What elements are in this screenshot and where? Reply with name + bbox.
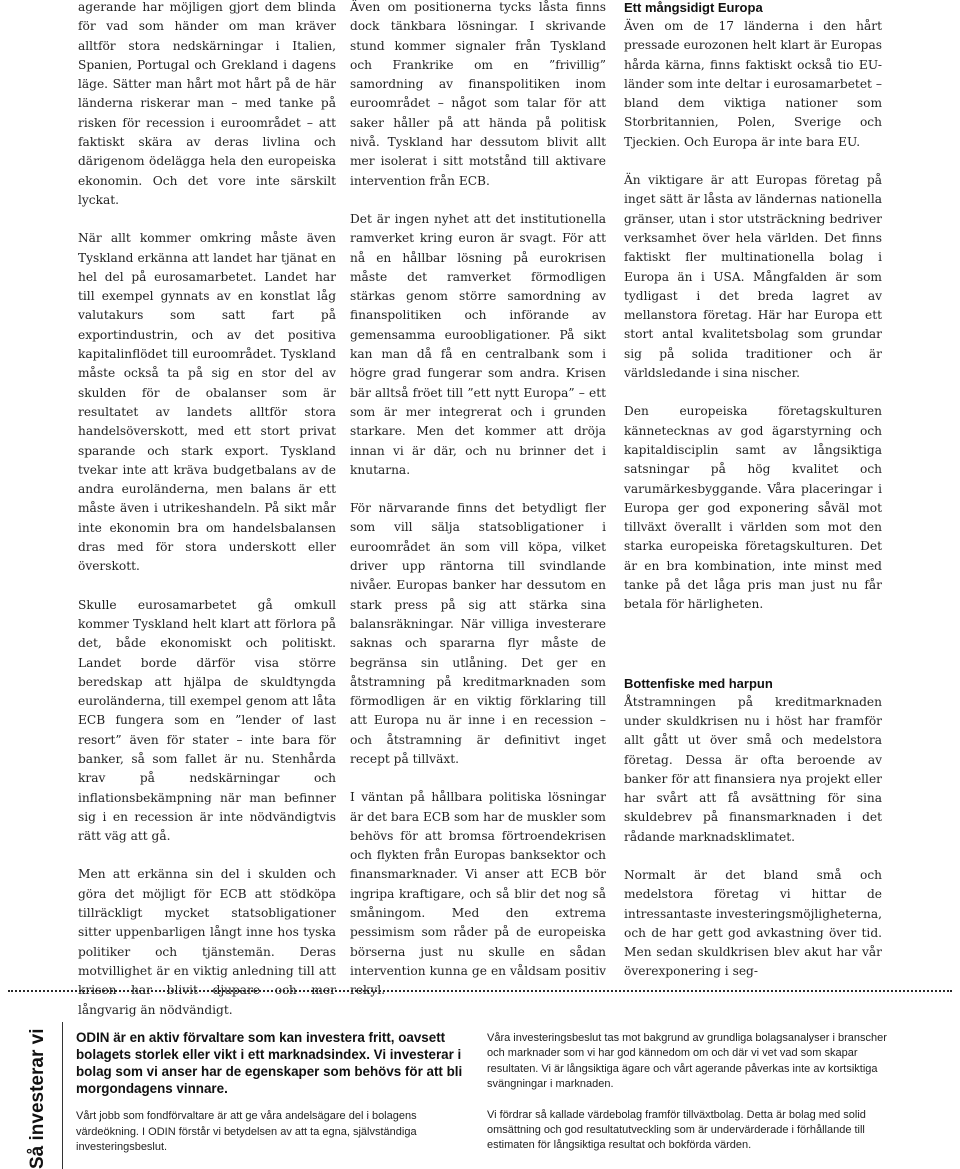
paragraph: Åtstramningen på kreditmarknaden under skuldkrisen nu i höst har framför allt gått ut över små och medelstora företag. Dessa är ofta beroende av banker för att finansiera nya projekt eller har svårt att få avsättning för sina skuldebrev på finansmarknaden i det rådande marknadsklimatet.: [624, 694, 882, 844]
paragraph: Normalt är det bland små och medelstora företag vi hittar de intressantaste investeringsmöjligheterna, och de har gett god avkastning över tid. Men sedan skuldkrisen blev akut har vår överexponering i seg-: [624, 867, 882, 979]
footer-lead: ODIN är en aktiv förvaltare som kan investera fritt, oavsett bolagets storlek eller vikt i ett marknadsindex. Vi investerar i bolag som vi anser har de egenskaper som behövs för att bli morgondagens vinnare.: [76, 1030, 463, 1096]
footer-intro: [76, 1029, 468, 1156]
vertical-section-label: Så investerar vi: [27, 1028, 48, 1169]
section-spacer: [624, 634, 882, 674]
paragraph: Även om de 17 länderna i den hårt pressade eurozonen helt klart är Europas hårda kärna, finns faktiskt också tio EU-länder som inte deltar i eurosamarbetet – bland dem viktiga nationer som Storbritannien, Polen, Sverige och Tjeckien. Och Europa är inte bara EU.: [624, 19, 882, 149]
paragraph: I väntan på hållbara politiska lösningar är det bara ECB som har de muskler som behövs för att bromsa förtroendekrisen och flykten från Europas banksektor och finansmarknader. Vi anser att ECB bör ingripa kraftigare, och så blir det nog så småningom. Med den extrema pessimism som råder på de europeiska börserna just nu skulle en sådan intervention kunna ge en våldsam positiv rekyl.: [350, 790, 606, 998]
paragraph: Skulle eurosamarbetet gå omkull kommer Tyskland helt klart att förlora på det, både ekonomiskt och politiskt. Landet borde därför visa större beredskap att hjälpa de skuldtyngda euroländerna, till exempel genom att låta ECB fungera som en ”lender of last resort” även för stater – inte bara för banker, så som fallet är nu. Stenhårda krav på nedskärningar och inflationsbekämpning när man befinner sig i en recession är inte nödvändigtvis rätt väg att gå.: [78, 597, 336, 844]
section-heading: Bottenfiske med harpun: [624, 675, 773, 691]
paragraph: Men att erkänna sin del i skulden och göra det möjligt för ECB att stödköpa tillräckligt mycket statsobligationer sitter uppenbarligen långt inne hos tyska politiker och tjänstemän. Deras motvillighet är en viktig anledning till att krisen har blivit djupare och mer långvarig än nödvändigt.: [78, 867, 336, 1017]
footer-sub: Vårt jobb som fondförvaltare är att ge våra andelsägare del i bolagens värdeökning. I ODIN förstår vi betydelsen av att ta egna, självständiga investeringsbeslut.: [76, 1110, 417, 1153]
vertical-rule: [62, 1022, 63, 1169]
paragraph: Den europeiska företagskulturen kännetecknas av god ägarstyrning och kapitaldisciplin samt av långsiktiga satsningar på hög kvalitet och varumärkesbyggande. Våra placeringar i Europa ger god exponering såväl mot tillväxt överallt i världen som mot den starka europeiska företagskulturen. Det är en bra kombination, inte minst med tanke på det låga pris man just nu får betala för härligheten.: [624, 404, 882, 612]
dotted-divider: [8, 990, 952, 992]
footer-paragraph: Våra investeringsbeslut tas mot bakgrund av grundliga bolagsanalyser i branscher och marknader som vi har god kännedom om och där vi vet vad som skapar resultaten. Vi är långsiktiga ägare och vårt agerande påverkas inte av kortsiktiga svängningar i marknaden.: [487, 1032, 887, 1091]
footer-paragraph: Vi fördrar så kallade värdebolag framför tillväxtbolag. Detta är bolag med solid omsättning och god resultatutveckling som är undervärderade i förhållande till estimaten för långsiktiga resultat och bokförda värden.: [487, 1108, 866, 1152]
vertical-label-box: [26, 1020, 50, 1169]
paragraph: När allt kommer omkring måste även Tyskland erkänna att landet har tjänat en hel del på eurosamarbetet. Landet har till exempel gynnats av en konstlat låg valutakurs som satt fart på exportindustrin, och av det positiva kapitalinflödet till euroområdet. Tyskland måste också ta på sig en stor del av skulden för de obalanser som är resultatet av landets alltför stora handelsöverskott, med ett stort privat sparande och stark export. Tyskland tvekar inte att kräva budgetbalans av de andra euroländerna, men balans är ett måste även i utrikeshandeln. På sikt mår inte ekonomin bra om handelsbalansen dras med för stora underskott eller överskott.: [78, 231, 336, 574]
paragraph: För närvarande finns det betydligt fler som vill sälja statsobligationer i euroområdet än som vill köpa, vilket driver upp räntorna till svindlande nivåer. Europas banker har dessutom en stark press på sig att stärka sina balansräkningar. När villiga investerare saknas och spararna flyr måste de begränsa sin utlåning. Det ger en åtstramning på kreditmarknaden som förmodligen är en viktig förklaring till att Europa nu är inne i en recession – och åtstramning är definitivt inget recept på tillväxt.: [350, 501, 606, 766]
paragraph: Även om positionerna tycks låsta finns dock tänkbara lösningar. I skrivande stund kommer signaler från Tyskland och Frankrike om en ”frivillig” samordning av finanspolitiken inom euroområdet – något som talar för att saker håller på att hända på politisk nivå. Tyskland har dessutom blivit allt mer isolerat i sitt motstånd till aktivare intervention från ECB.: [350, 0, 606, 188]
article-column-1: [78, 0, 336, 1039]
paragraph: agerande har möjligen gjort dem blinda för vad som händer om man kräver alltför stora nedskärningar i Italien, Spanien, Portugal och Grekland i dagens läge. Sätter man hårt mot hårt på de här länderna riskerar man – med tanke på risken för recession i euroområdet – att faktiskt skära av deras livlina och därigenom ödelägga hela den europeiska ekonomin. Och det vore inte särskilt lyckat.: [78, 0, 336, 207]
article-column-3: [624, 0, 882, 1001]
section-heading: Ett mångsidigt Europa: [624, 0, 763, 15]
paragraph: Än viktigare är att Europas företag på inget sätt är låsta av ländernas nationella gränser, utan i stor utsträckning bedriver verksamhet över hela världen. Det finns faktiskt fler multinationella bolag i Europa än i USA. Mångfalden är som tydligast i det breda lagret av mellanstora företag. Här har Europa ett stort antal kvalitetsbolag som grundar sig på solida traditioner och är världsledande i sina nischer.: [624, 173, 882, 381]
paragraph: Det är ingen nyhet att det institutionella ramverket kring euron är svagt. För att nå en hållbar lösning på eurokrisen måste det ramverket förmodligen stärkas genom större samordning av finanspolitiken och införande av gemensamma euroobligationer. På sikt kan man då få en centralbank som i högre grad fungerar som andra. Krisen bär alltså fröet till ”ett nytt Europa” – ett som är mer integrerat och i grunden starkare. Men det kommer att dröja innan vi är där, och nu brinner det i knutarna.: [350, 211, 606, 477]
footer-details: [487, 1031, 887, 1169]
article-column-2: [350, 0, 606, 1020]
